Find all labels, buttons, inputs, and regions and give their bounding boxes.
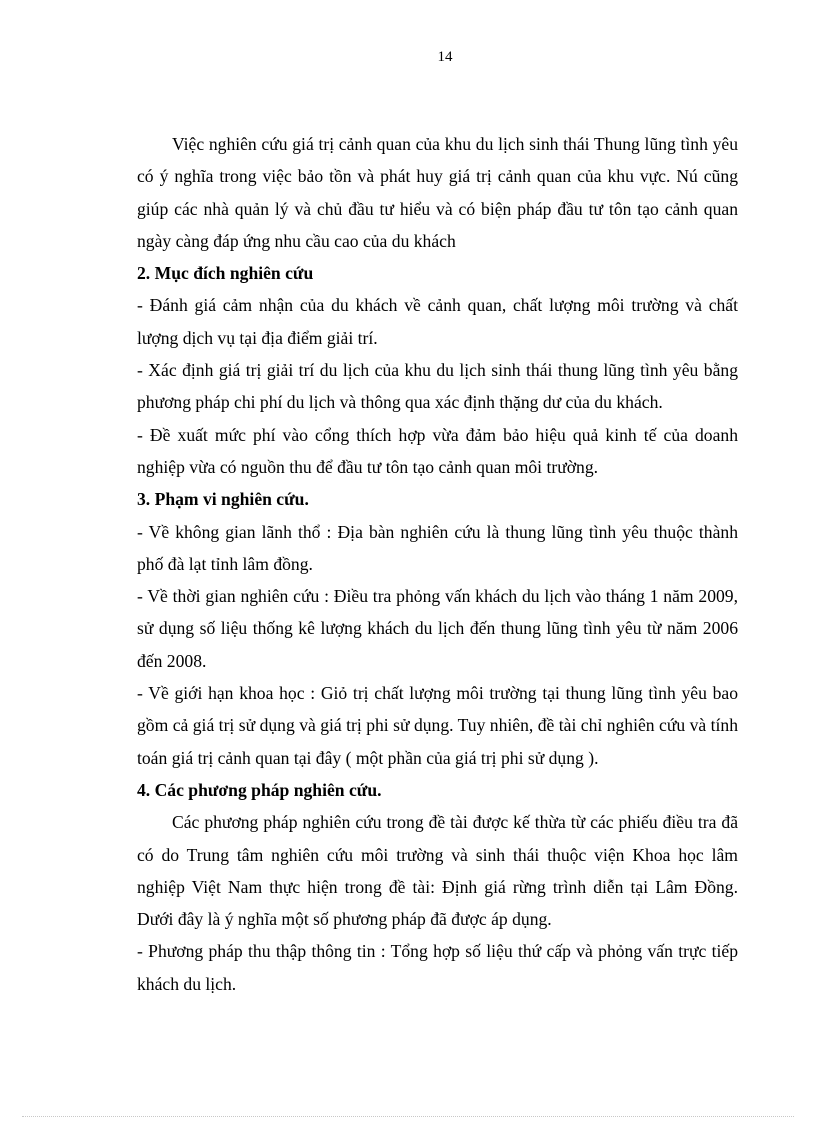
page-number: 14: [437, 49, 453, 65]
purpose-item: - Xác định giá trị giải trí du lịch của khu du lịch sinh thái thung lũng tình yêu bằng phương pháp chi phí du lịch và thông qua xác định thặng dư của du khách.: [137, 360, 738, 413]
purpose-item: - Đánh giá cảm nhận của du khách về cảnh quan, chất lượng môi trường và chất lượng dịch vụ tại địa điểm giải trí.: [137, 295, 738, 348]
section-heading-scope: 3. Phạm vi nghiên cứu.: [137, 489, 309, 510]
scope-item: - Về giới hạn khoa học : Giỏ trị chất lượng môi trường tại thung lũng tình yêu bao gồm cả giá trị sử dụng và giá trị phi sử dụng. Tuy nhiên, đề tài chỉ nghiên cứu và tính toán giá trị cảnh quan tại đây ( một phần của giá trị phi sử dụng ).: [137, 683, 738, 768]
scope-item: - Về thời gian nghiên cứu : Điều tra phỏng vấn khách du lịch vào tháng 1 năm 2009, sử dụng số liệu thống kê lượng khách du lịch đến thung lũng tình yêu từ năm 2006 đến 2008.: [137, 586, 738, 671]
scope-item: - Về không gian lãnh thổ : Địa bàn nghiên cứu là thung lũng tình yêu thuộc thành phố đà lạt tỉnh lâm đồng.: [137, 521, 738, 574]
document-body: [137, 128, 738, 1000]
methods-item: - Phương pháp thu thập thông tin : Tổng hợp số liệu thứ cấp và phỏng vấn trực tiếp khách du lịch.: [137, 941, 738, 994]
intro-paragraph: Việc nghiên cứu giá trị cảnh quan của khu du lịch sinh thái Thung lũng tình yêu có ý nghĩa trong việc bảo tồn và phát huy giá trị cảnh quan của khu vực. Nú cũng giúp các nhà quản lý và chủ đầu tư hiểu và có biện pháp đầu tư tôn tạo cảnh quan ngày càng đáp ứng nhu cầu cao của du khách: [137, 134, 738, 251]
purpose-item: - Đề xuất mức phí vào cổng thích hợp vừa đảm bảo hiệu quả kinh tế của doanh nghiệp vừa có nguồn thu để đầu tư tôn tạo cảnh quan môi trường.: [137, 424, 738, 477]
section-heading-purpose: 2. Mục đích nghiên cứu: [137, 263, 314, 284]
section-heading-methods: 4. Các phương pháp nghiên cứu.: [137, 779, 382, 800]
page-bottom-divider: [22, 1116, 794, 1117]
methods-paragraph: Các phương pháp nghiên cứu trong đề tài được kế thừa từ các phiếu điều tra đã có do Trung tâm nghiên cứu môi trường và sinh thái thuộc viện Khoa học lâm nghiệp Việt Nam thực hiện trong đề tài: Định giá rừng trình diễn tại Lâm Đồng. Dưới đây là ý nghĩa một số phương pháp đã được áp dụng.: [137, 812, 738, 930]
